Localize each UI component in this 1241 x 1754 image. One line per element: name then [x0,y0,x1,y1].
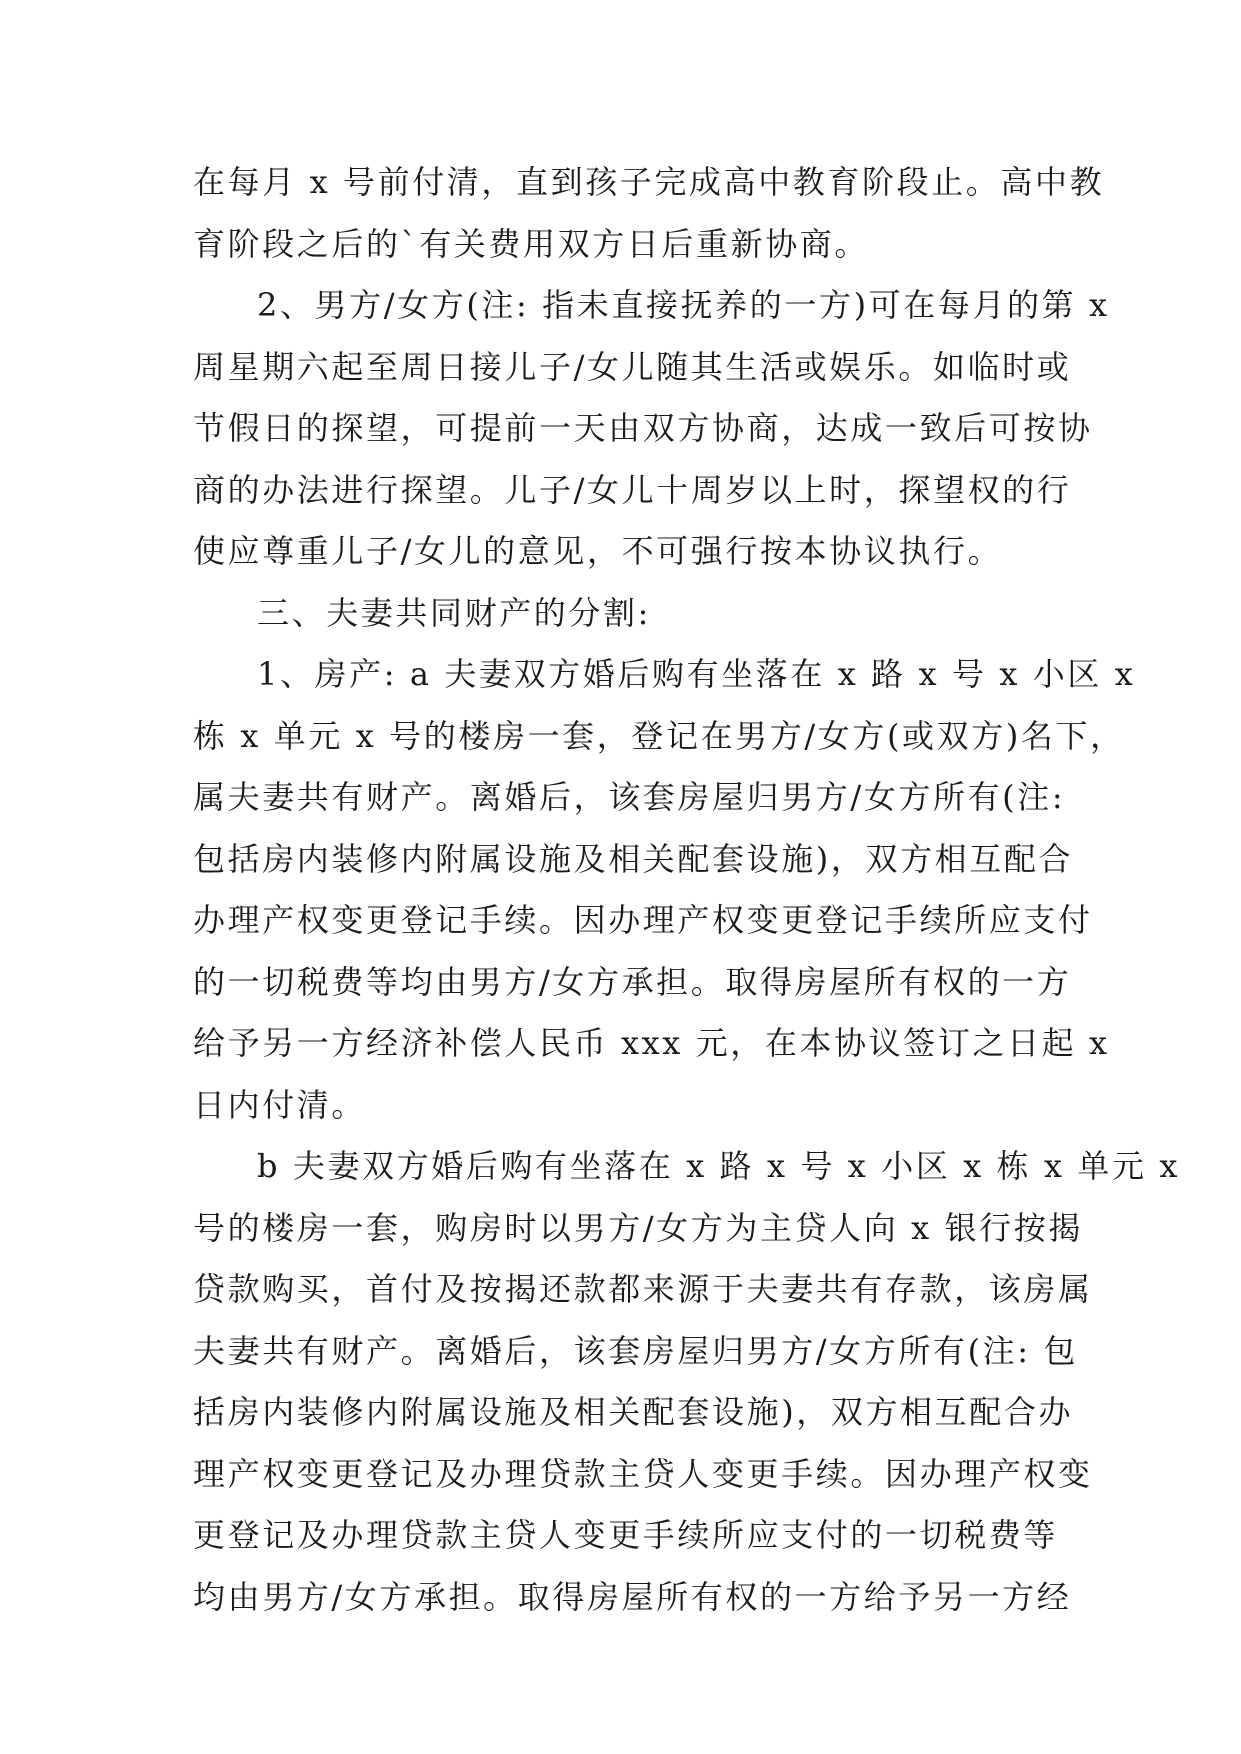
paragraph-start-line: b 夫妻双方婚后购有坐落在 x 路 x 号 x 小区 x 栋 x 单元 x [257,1147,1181,1185]
text-line: 夫妻共有财产。离婚后，该套房屋归男方/女方所有(注: 包 [193,1331,1079,1370]
text-line: 使应尊重儿子/女儿的意见，不可强行按本协议执行。 [193,532,1003,570]
section-heading: 三、夫妻共同财产的分割: [257,593,651,632]
text-line: 给予另一方经济补偿人民币 xxx 元，在本协议签订之日起 x [193,1024,1110,1062]
text-line: 均由男方/女方承担。取得房屋所有权的一方给予另一方经 [193,1577,1072,1616]
text-line: 节假日的探望，可提前一天由双方协商，达成一致后可按协 [193,409,1093,447]
text-line: 在每月 x 号前付清，直到孩子完成高中教育阶段止。高中教 [193,163,1105,201]
text-line: 包括房内装修内附属设施及相关配套设施)，双方相互配合 [193,839,1074,878]
text-line: 更登记及办理贷款主贷人变更手续所应支付的一切税费等 [193,1516,1059,1554]
text-line: 属夫妻共有财产。离婚后，该套房屋归男方/女方所有(注: [193,778,1066,816]
text-line: 商的办法进行探望。儿子/女儿十周岁以上时，探望权的行 [193,470,1072,509]
paragraph-start-line: 2、男方/女方(注: 指未直接抚养的一方)可在每月的第 x [257,286,1110,324]
text-line: 号的楼房一套，购房时以男方/女方为主贷人向 x 银行按揭 [193,1208,1083,1247]
text-line: 栋 x 单元 x 号的楼房一套，登记在男方/女方(或双方)名下， [193,716,1125,755]
text-line: 的一切税费等均由男方/女方承担。取得房屋所有权的一方 [193,962,1072,1001]
text-line: 贷款购买，首付及按揭还款都来源于夫妻共有存款，该房属 [193,1270,1093,1308]
text-line: 育阶段之后的`有关费用双方日后重新协商。 [193,224,870,263]
paragraph-start-line: 1、房产: a 夫妻双方婚后购有坐落在 x 路 x 号 x 小区 x [257,655,1136,693]
document-body [193,152,1181,1628]
text-line: 周星期六起至周日接儿子/女儿随其生活或娱乐。如临时或 [193,347,1072,386]
text-line: 日内付清。 [193,1085,367,1124]
text-line: 理产权变更登记及办理贷款主贷人变更手续。因办理产权变 [193,1454,1093,1493]
text-line: 办理产权变更登记手续。因办理产权变更登记手续所应支付 [193,901,1093,939]
text-line: 括房内装修内附属设施及相关配套设施)，双方相互配合办 [193,1393,1074,1431]
